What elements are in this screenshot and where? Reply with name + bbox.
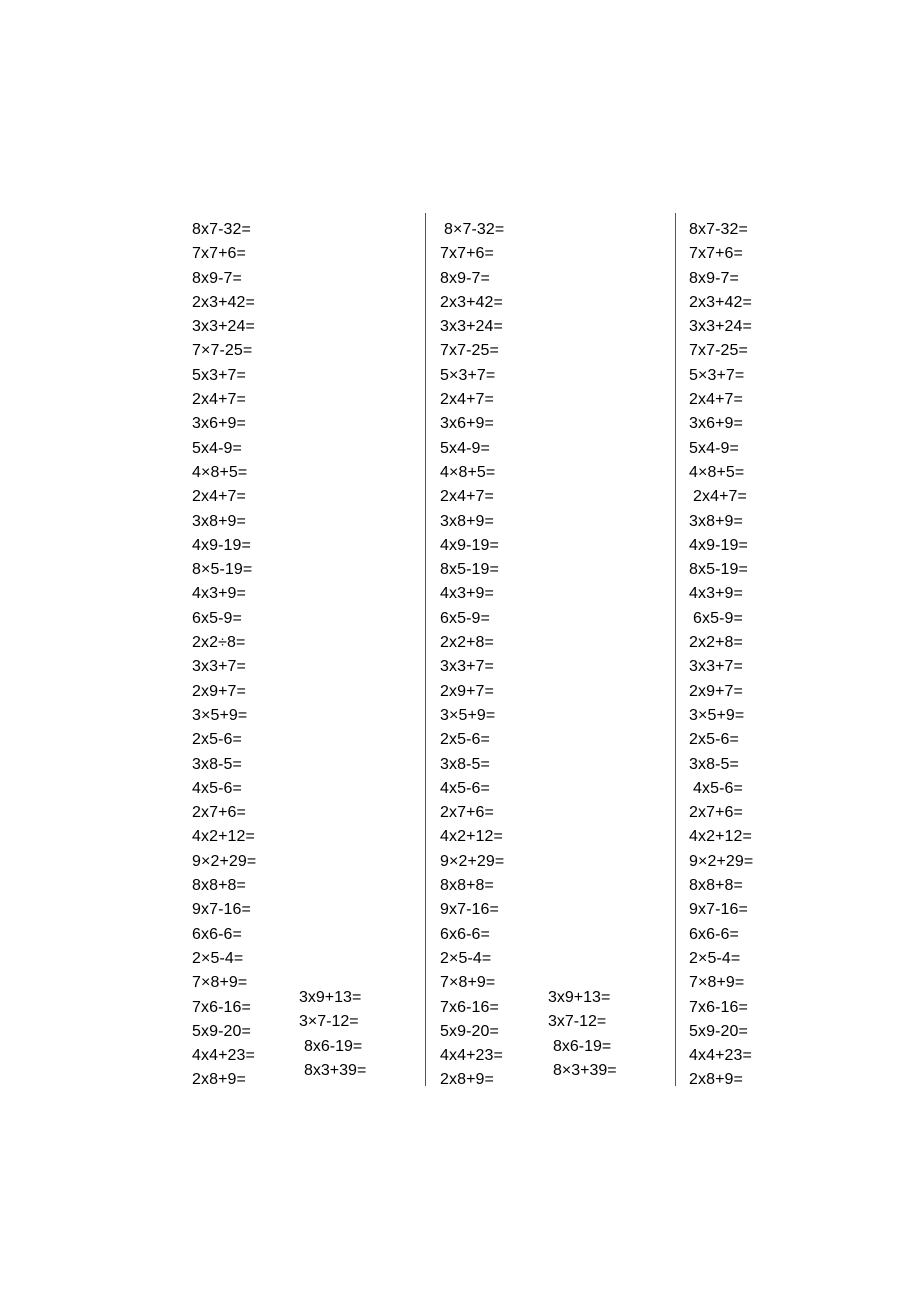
problem-item: 4x5-6= bbox=[440, 779, 490, 797]
problem-item: 4x2+12= bbox=[192, 828, 255, 846]
problem-item: 3x3+24= bbox=[440, 318, 503, 336]
problem-item: 2x8+9= bbox=[689, 1071, 743, 1089]
problem-item: 2x5-6= bbox=[689, 731, 739, 749]
problem-item: 2x4+7= bbox=[689, 391, 743, 409]
problem-item: 9x7-16= bbox=[440, 901, 499, 919]
problem-item: 6x6-6= bbox=[192, 925, 242, 943]
problem-item: 6x5-9= bbox=[693, 609, 743, 627]
problem-item: 2x7+6= bbox=[192, 804, 246, 822]
problem-item: 2x4+7= bbox=[192, 488, 246, 506]
problem-item: 4×8+5= bbox=[689, 463, 745, 481]
problem-item: 9x7-16= bbox=[192, 901, 251, 919]
problem-item: 5x4-9= bbox=[689, 439, 739, 457]
problem-item: 8×3+39= bbox=[553, 1061, 617, 1079]
problem-item: 2x9+7= bbox=[689, 682, 743, 700]
problem-item: 5×3+7= bbox=[689, 366, 745, 384]
problem-item: 8x9-7= bbox=[192, 269, 242, 287]
problem-item: 4x4+23= bbox=[440, 1047, 503, 1065]
problem-item: 8x6-19= bbox=[304, 1037, 363, 1055]
problem-item: 6x5-9= bbox=[440, 609, 490, 627]
problem-item: 4x3+9= bbox=[440, 585, 494, 603]
problem-item: 4x2+12= bbox=[440, 828, 503, 846]
problem-item: 7×7-25= bbox=[192, 342, 253, 360]
problem-item: 2x4+7= bbox=[440, 488, 494, 506]
problem-item: 9×2+29= bbox=[689, 852, 754, 870]
problem-item: 2x4+7= bbox=[440, 391, 494, 409]
problem-item: 4x4+23= bbox=[689, 1047, 752, 1065]
problem-item: 3x8+9= bbox=[689, 512, 743, 530]
problem-item: 2x8+9= bbox=[440, 1071, 494, 1089]
problem-item: 3x3+7= bbox=[689, 658, 743, 676]
problem-item: 8x8+8= bbox=[192, 877, 246, 895]
problem-item: 8x7-32= bbox=[689, 221, 748, 238]
problem-item: 7x7-25= bbox=[689, 342, 748, 360]
problem-item: 8×5-19= bbox=[192, 561, 253, 579]
problem-item: 3x3+7= bbox=[192, 658, 246, 676]
problem-item: 3x8-5= bbox=[192, 755, 242, 773]
problem-item: 8x8+8= bbox=[440, 877, 494, 895]
problem-item: 8x5-19= bbox=[689, 561, 748, 579]
problem-item: 2×5-4= bbox=[192, 949, 244, 967]
problem-item: 4x4+23= bbox=[192, 1047, 255, 1065]
problem-item: 8x6-19= bbox=[553, 1037, 612, 1055]
problem-item: 7x7-25= bbox=[440, 342, 499, 360]
problem-item: 7×8+9= bbox=[440, 974, 496, 992]
problem-item: 3x8+9= bbox=[440, 512, 494, 530]
problem-item: 3x3+24= bbox=[689, 318, 752, 336]
problem-column-b bbox=[440, 218, 504, 1093]
problem-item: 2x2+8= bbox=[689, 634, 743, 652]
problem-item: 3x3+7= bbox=[440, 658, 494, 676]
problem-item: 4×8+5= bbox=[192, 463, 248, 481]
problem-item: 2x3+42= bbox=[689, 293, 752, 311]
problem-item: 3x8-5= bbox=[689, 755, 739, 773]
problem-item: 2×5-4= bbox=[689, 949, 741, 967]
problem-item: 2x3+42= bbox=[440, 293, 503, 311]
problem-item: 3×5+9= bbox=[192, 706, 248, 724]
problem-column-b-extra bbox=[548, 986, 617, 1083]
problem-item: 4x9-19= bbox=[440, 536, 499, 554]
problem-item: 7x7+6= bbox=[689, 245, 743, 263]
problem-item: 7x7+6= bbox=[440, 245, 494, 263]
problem-item: 2×5-4= bbox=[440, 949, 492, 967]
problem-item: 3×7-12= bbox=[299, 1013, 359, 1031]
problem-item: 8x8+8= bbox=[689, 877, 743, 895]
problem-item: 7x7+6= bbox=[192, 245, 246, 263]
problem-item: 2x9+7= bbox=[192, 682, 246, 700]
problem-item: 5x3+7= bbox=[192, 366, 246, 384]
problem-item: 3x6+9= bbox=[192, 415, 246, 433]
problem-item: 2x2+8= bbox=[440, 634, 494, 652]
problem-item: 3x8+9= bbox=[192, 512, 246, 530]
problem-item: 2x4+7= bbox=[693, 488, 747, 506]
problem-item: 7×8+9= bbox=[689, 974, 745, 992]
problem-column-a-extra bbox=[299, 986, 366, 1083]
problem-item: 4x9-19= bbox=[192, 536, 251, 554]
problem-item: 5x4-9= bbox=[192, 439, 242, 457]
problem-item: 4x2+12= bbox=[689, 828, 752, 846]
problem-item: 5x9-20= bbox=[192, 1022, 251, 1040]
problem-item: 8x9-7= bbox=[689, 269, 739, 287]
problem-item: 8x5-19= bbox=[440, 561, 499, 579]
problem-item: 4x5-6= bbox=[693, 779, 743, 797]
problem-item: 2x4+7= bbox=[192, 391, 246, 409]
problem-item: 4x3+9= bbox=[689, 585, 743, 603]
problem-item: 4x9-19= bbox=[689, 536, 748, 554]
problem-item: 4×8+5= bbox=[440, 463, 496, 481]
problem-item: 6x6-6= bbox=[689, 925, 739, 943]
column-divider-right bbox=[675, 213, 676, 1086]
problem-item: 6x6-6= bbox=[440, 925, 490, 943]
problem-item: 3x6+9= bbox=[440, 415, 494, 433]
problem-item: 2x2÷8= bbox=[192, 634, 246, 652]
problem-item: 8×7-32= bbox=[444, 221, 505, 238]
problem-item: 2x5-6= bbox=[192, 731, 242, 749]
problem-item: 3x9+13= bbox=[548, 989, 611, 1006]
column-divider-left bbox=[425, 213, 426, 1086]
problem-item: 3x8-5= bbox=[440, 755, 490, 773]
problem-item: 2x9+7= bbox=[440, 682, 494, 700]
problem-item: 2x7+6= bbox=[440, 804, 494, 822]
problem-item: 2x3+42= bbox=[192, 293, 255, 311]
problem-item: 9×2+29= bbox=[192, 852, 257, 870]
problem-item: 3x7-12= bbox=[548, 1013, 607, 1031]
problem-item: 5×3+7= bbox=[440, 366, 496, 384]
problem-item: 4x5-6= bbox=[192, 779, 242, 797]
problem-item: 3×5+9= bbox=[689, 706, 745, 724]
problem-item: 6x5-9= bbox=[192, 609, 242, 627]
problem-item: 7x6-16= bbox=[440, 998, 499, 1016]
problem-item: 8x7-32= bbox=[192, 221, 251, 238]
problem-item: 7x6-16= bbox=[689, 998, 748, 1016]
problem-item: 9×2+29= bbox=[440, 852, 505, 870]
problem-item: 5x9-20= bbox=[689, 1022, 748, 1040]
problem-item: 5x4-9= bbox=[440, 439, 490, 457]
problem-item: 9x7-16= bbox=[689, 901, 748, 919]
problem-item: 2x7+6= bbox=[689, 804, 743, 822]
problem-column-c bbox=[689, 218, 753, 1093]
problem-item: 8x3+39= bbox=[304, 1061, 367, 1079]
problem-item: 8x9-7= bbox=[440, 269, 490, 287]
problem-item: 3x3+24= bbox=[192, 318, 255, 336]
problem-item: 3x9+13= bbox=[299, 989, 362, 1006]
problem-item: 3x6+9= bbox=[689, 415, 743, 433]
problem-item: 2x8+9= bbox=[192, 1071, 246, 1089]
problem-item: 5x9-20= bbox=[440, 1022, 499, 1040]
problem-item: 3×5+9= bbox=[440, 706, 496, 724]
problem-item: 2x5-6= bbox=[440, 731, 490, 749]
problem-item: 7x6-16= bbox=[192, 998, 251, 1016]
problem-item: 4x3+9= bbox=[192, 585, 246, 603]
problem-column-a bbox=[192, 218, 256, 1093]
problem-item: 7×8+9= bbox=[192, 974, 248, 992]
